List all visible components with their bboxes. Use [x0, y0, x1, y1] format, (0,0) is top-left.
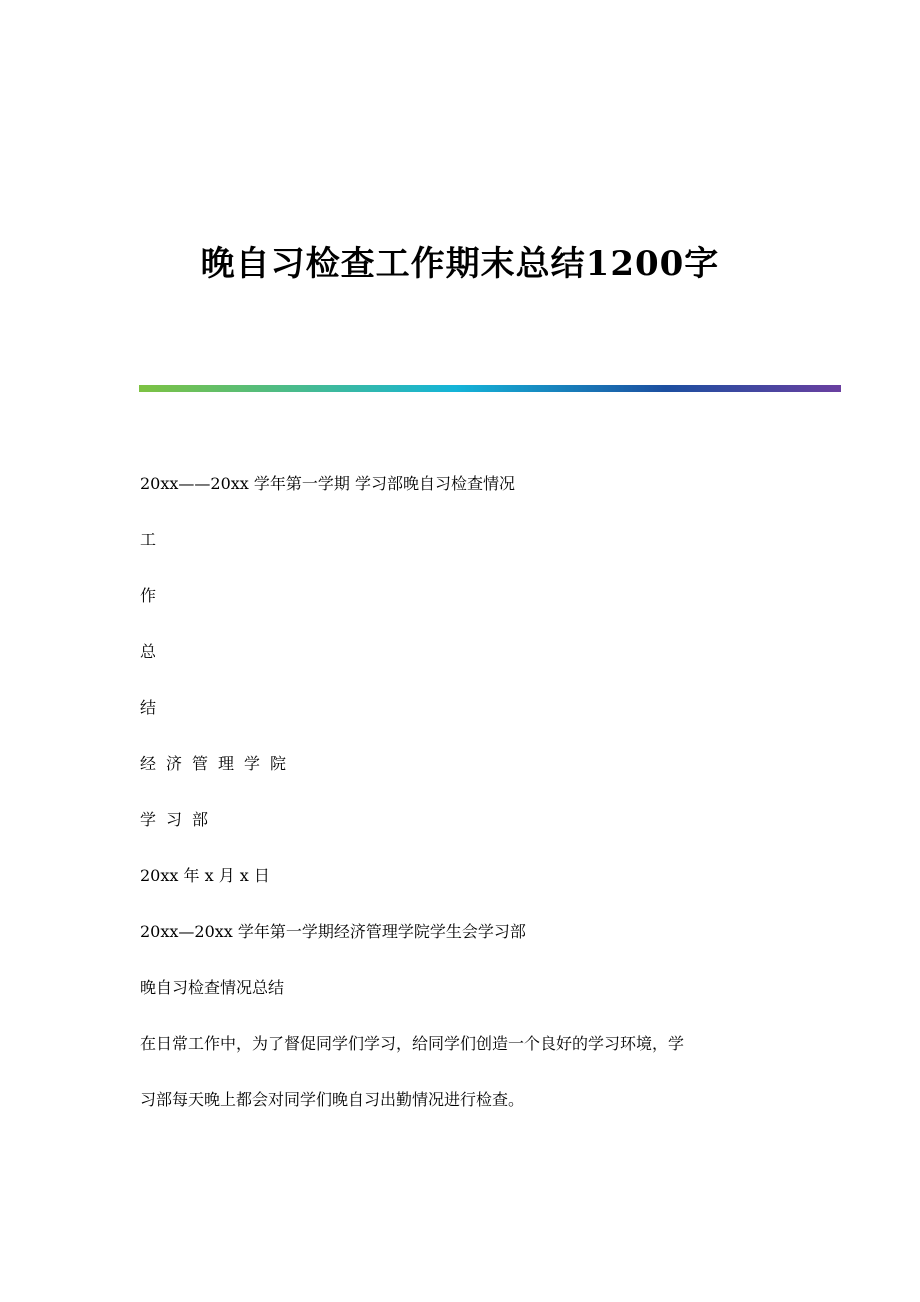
text-line-paragraph: 在日常工作中，为了督促同学们学习，给同学们创造一个良好的学习环境，学	[140, 1034, 685, 1053]
text-line-char: 工	[140, 530, 157, 549]
text-line-char: 结	[140, 698, 157, 717]
text-line-char: 总	[140, 642, 157, 661]
text-line-date: 20xx 年 x 月 x 日	[140, 866, 270, 885]
title-divider	[139, 385, 841, 392]
text-line-subtitle: 晚自习检查情况总结	[140, 978, 285, 997]
text-line-heading: 20xx——20xx 学年第一学期 学习部晚自习检查情况	[140, 474, 515, 493]
text-line-char: 作	[140, 586, 157, 605]
text-line-subtitle: 20xx—20xx 学年第一学期经济管理学院学生会学习部	[140, 922, 526, 941]
page-title: 晚自习检查工作期末总结1200字	[200, 243, 720, 284]
text-line-college: 经济管理学院	[140, 754, 297, 773]
body-text	[140, 470, 800, 1142]
text-line-department: 学习部	[140, 810, 219, 829]
text-line-paragraph: 习部每天晚上都会对同学们晚自习出勤情况进行检查。	[140, 1090, 525, 1109]
